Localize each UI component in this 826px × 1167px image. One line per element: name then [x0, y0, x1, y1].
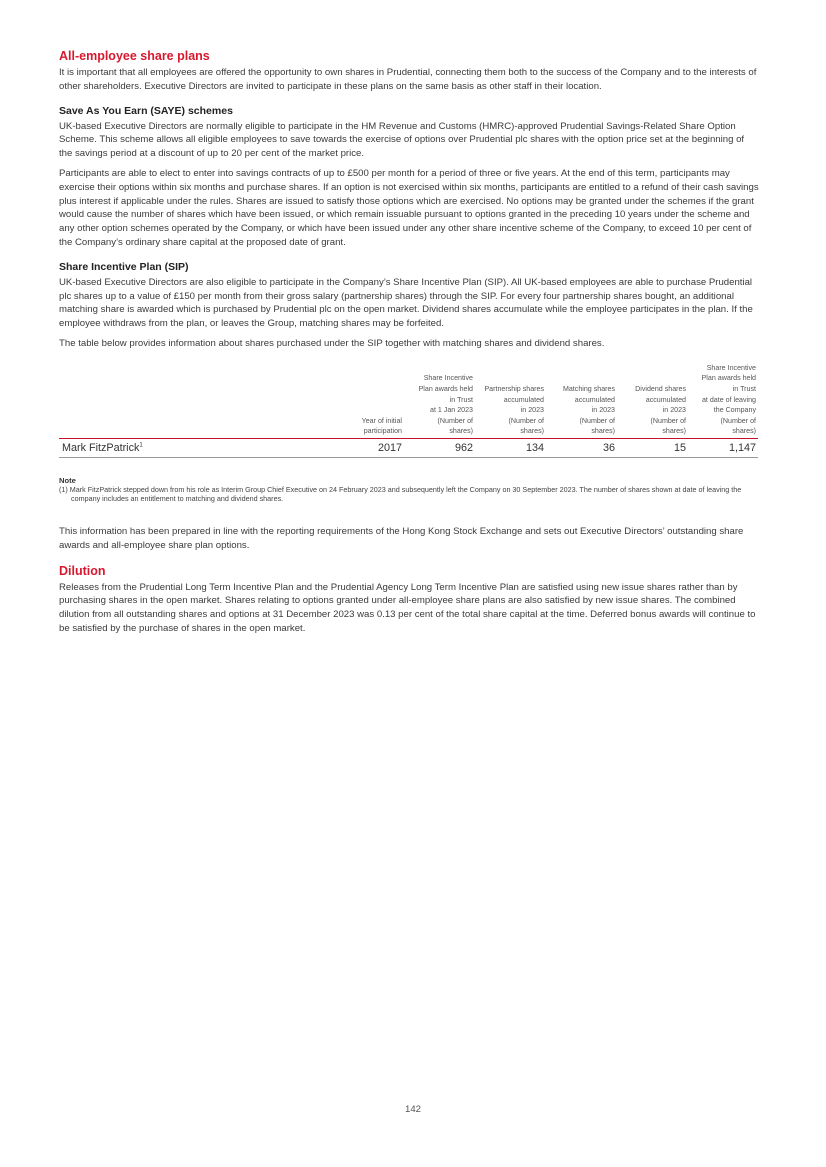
footnote-ref: 1: [139, 442, 143, 449]
saye-heading: Save As You Earn (SAYE) schemes: [59, 104, 233, 117]
header-name: [59, 363, 349, 439]
header-awards-start: Share Incentive Plan awards held in Trust at 1 Jan 2023 (Number of shares): [404, 363, 475, 439]
row-name: Mark FitzPatrick: [62, 441, 140, 454]
header-matching: Matching shares accumulated in 2023 (Number of shares): [546, 363, 617, 439]
header-partnership: Partnership shares accumulated in 2023 (Number of shares): [475, 363, 546, 439]
row-awards-start: 962: [404, 438, 475, 457]
row-name-cell: [59, 438, 349, 457]
header-year: Year of initial participation: [349, 363, 404, 439]
table-note: [59, 476, 759, 503]
sip-paragraph-1: UK-based Executive Directors are also eligible to participate in the Company’s Share Incentive Plan (SIP). All UK-based employees are able to purchase Prudential plc shares up to a value of £150 per month from their gross salary (partnership shares) through the SIP. For every four partnership shares bought, an additional matching share is awarded which is purchased by Prudential plc on the open market. Dividend shares accumulate while the employee participates in the plan. If the employee withdraws from the plan, or leaves the Group, matching shares may be forfeited.: [59, 276, 753, 330]
sip-heading: Share Incentive Plan (SIP): [59, 260, 189, 273]
sip-paragraph-2: The table below provides information about shares purchased under the SIP together with matching shares and dividend shares.: [59, 337, 605, 349]
hk-statement: This information has been prepared in line with the reporting requirements of the Hong Kong Stock Exchange and sets out Executive Directors’ outstanding share awards and all-employee share plan options.: [59, 525, 744, 551]
all-employee-heading: All-employee share plans: [59, 49, 210, 63]
row-dividend: 15: [617, 438, 688, 457]
page-number: 142: [404, 1104, 421, 1115]
all-employee-intro: It is important that all employees are offered the opportunity to own shares in Prudential, connecting them both to the success of the Company and to the interests of other shareholders. Executive Directors are invited to participate in these plans on the same basis as other staff in their location.: [59, 67, 757, 92]
note-text: (1) Mark FitzPatrick stepped down from his role as Interim Group Chief Executive on 24 February 2023 and subsequently left the Company on 30 September 2023. The number of shares shown at date of leaving the company includes an entitlement to matching and dividend shares.: [59, 484, 742, 503]
sip-table: [59, 363, 758, 458]
note-title: Note: [59, 475, 76, 485]
row-partnership: 134: [475, 438, 546, 457]
sip-table-header-row: [59, 363, 758, 439]
header-awards-leaving: Share Incentive Plan awards held in Trust at date of leaving the Company (Number of shares): [688, 363, 758, 439]
dilution-heading: Dilution: [59, 563, 106, 578]
row-year: 2017: [349, 438, 404, 457]
saye-paragraph-2: Participants are able to elect to enter into savings contracts of up to £500 per month for a period of three or five years. At the end of this term, participants may exercise their options within six months and purchase shares. If an option is not exercised within six months, participants are entitled to a refund of their cash savings plus interest if applicable under the rules. Shares are issued to satisfy those options which are exercised. No options may be granted under the schemes if the grant would cause the number of shares which have been issued, or which remain issuable pursuant to options granted in the preceding 10 years under the scheme and any other option schemes operated by the Company, or which have been issued under any other share incentive scheme of the Company, to exceed 10 per cent of the Company’s ordinary share capital at the proposed date of grant.: [59, 167, 759, 248]
table-row: [59, 438, 758, 457]
row-matching: 36: [546, 438, 617, 457]
page-content: [59, 48, 759, 642]
dilution-paragraph: Releases from the Prudential Long Term Incentive Plan and the Prudential Agency Long Term Incentive Plan are satisfied using new issue shares rather than by purchasing shares in the open market. Shares relating to options granted under all-employee share plans are also satisfied by new issue shares. The combined dilution from all outstanding shares and options at 31 December 2023 was 0.13 per cent of the total share capital at the time. Deferred bonus awards will continue to be satisfied by the purchase of shares in the open market.: [59, 581, 756, 634]
header-dividend: Dividend shares accumulated in 2023 (Number of shares): [617, 363, 688, 439]
row-awards-leaving: 1,147: [688, 438, 758, 457]
saye-paragraph-1: UK-based Executive Directors are normally eligible to participate in the HM Revenue and Customs (HMRC)-approved Prudential Savings-Related Share Option Scheme. This scheme allows all eligible employees to save towards the exercise of options over Prudential plc shares with the option price set at the beginning of the savings period at a discount of up to 20 per cent of the market price.: [59, 120, 745, 160]
